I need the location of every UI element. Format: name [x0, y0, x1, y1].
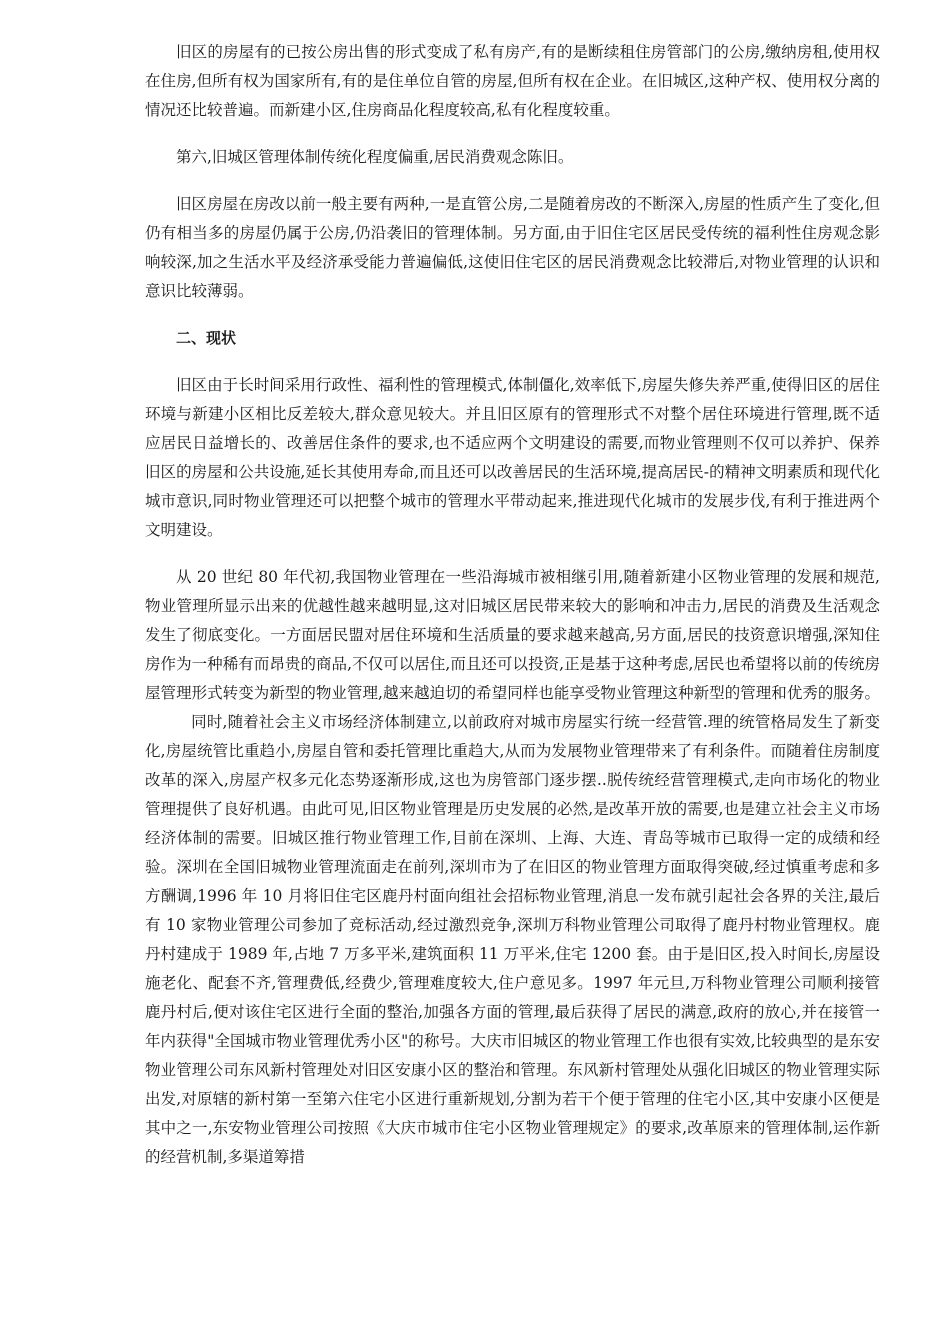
paragraph-point-six: 第六,旧城区管理体制传统化程度偏重,居民消费观念陈旧。: [176, 148, 574, 166]
document-page: [145, 38, 880, 1172]
paragraph-history-cases: [145, 563, 880, 1172]
paragraph-status-overview: 旧区由于长时间采用行政性、福利性的管理模式,体制僵化,效率低下,房屋失修失养严重,使得旧区的居住环境与新建小区相比反差较大,群众意见较大。并且旧区原有的管理形式不对整个居住环境进行管理,既不适应居民日益增长的、改善居住条件的要求,也不适应两个文明建设的需要,而物业管理则不仅可以养护、保养旧区的房屋和公共设施,延长其使用寿命,而且还可以改善居民的生活环境,提高居民-的精神文明素质和现代化城市意识,同时物业管理还可以把整个城市的管理水平带动起来,推进现代化城市的发展步伐,有利于推进两个文明建设。: [145, 376, 880, 539]
section-heading-status: 二、现状: [176, 329, 237, 347]
paragraph-history-part1: 从 20 世纪 80 年代初,我国物业管理在一些沿海城市被相继引用,随着新建小区物业管理的发展和规范,物业管理所显示出来的优越性越来越明显,这对旧城区居民带来较大的影响和冲击力,居民的消费及生活观念发生了彻底变化。一方面居民盟对居住环境和生活质量的要求越来越高,另方面,居民的技资意识增强,深知住房作为一种稀有而昂贵的商品,不仅可以居住,而且还可以投资,正是基于这种考虑,居民也希望将以前的传统房屋管理形式转变为新型的物业管理,越来越迫切的希望同样也能享受物业管理这种新型的管理和优秀的服务。: [145, 568, 880, 702]
paragraph-ownership: 旧区的房屋有的已按公房出售的形式变成了私有房产,有的是断续租住房管部门的公房,缴纳房租,使用权在住房,但所有权为国家所有,有的是住单位自管的房屋,但所有权在企业。在旧城区,这种产权、使用权分离的情况还比较普遍。而新建小区,住房商品化程度较高,私有化程度较重。: [145, 43, 880, 119]
paragraph-history-part2: 同时,随着社会主义市场经济体制建立,以前政府对城市房屋实行统一经营管.理的统管格局发生了新变化,房屋统管比重趋小,房屋自管和委托管理比重趋大,从而为发展物业管理带来了有利条件。而随着住房制度改革的深入,房屋产权多元化态势逐渐形成,这也为房管部门逐步摆..脱传统经营管理模式,走向市场化的物业管理提供了良好机遇。由此可见,旧区物业管理是历史发展的必然,是改革开放的需要,也是建立社会主义市场经济体制的需要。旧城区推行物业管理工作,目前在深圳、上海、大连、青岛等城市已取得一定的成绩和经验。深圳在全国旧城物业管理流面走在前列,深圳市为了在旧区的物业管理方面取得突破,经过慎重考虑和多方酬调,1996 年 10 月将旧住宅区鹿丹村面向组社会招标物业管理,消息一发布就引起社会各界的关注,最后有 10 家物业管理公司参加了竞标活动,经过激烈竞争,深圳万科物业管理公司取得了鹿丹村物业管理权。鹿丹村建成于 1989 年,占地 7 万多平米,建筑面积 11 万平米,住宅 1200 套。由于是旧区,投入时间长,房屋设施老化、配套不齐,管理费低,经费少,管理难度较大,住户意见多。1997 年元旦,万科物业管理公司顺利接管鹿丹村后,便对该住宅区进行全面的整治,加强各方面的管理,最后获得了居民的满意,政府的放心,并在接管一年内获得"全国城市物业管理优秀小区"的称号。大庆市旧城区的物业管理工作也很有实效,比较典型的是东安物业管理公司东风新村管理处对旧区安康小区的整治和管理。东风新村管理处从强化旧城区的物业管理实际出发,对原辖的新村第一至第六住宅小区进行重新规划,分割为若干个便于管理的住宅小区,其中安康小区便是其中之一,东安物业管理公司按照《大庆市城市住宅小区物业管理规定》的要求,改革原来的管理体制,运作新的经营机制,多渠道筹措: [145, 713, 880, 1166]
paragraph-management-system: 旧区房屋在房改以前一般主要有两种,一是直管公房,二是随着房改的不断深入,房屋的性质产生了变化,但仍有相当多的房屋仍属于公房,仍沿袭旧的管理体制。另方面,由于旧住宅区居民受传统的福利性住房观念影响较深,加之生活水平及经济承受能力普遍偏低,这使旧住宅区的居民消费观念比较滞后,对物业管理的认识和意识比较薄弱。: [145, 195, 880, 300]
